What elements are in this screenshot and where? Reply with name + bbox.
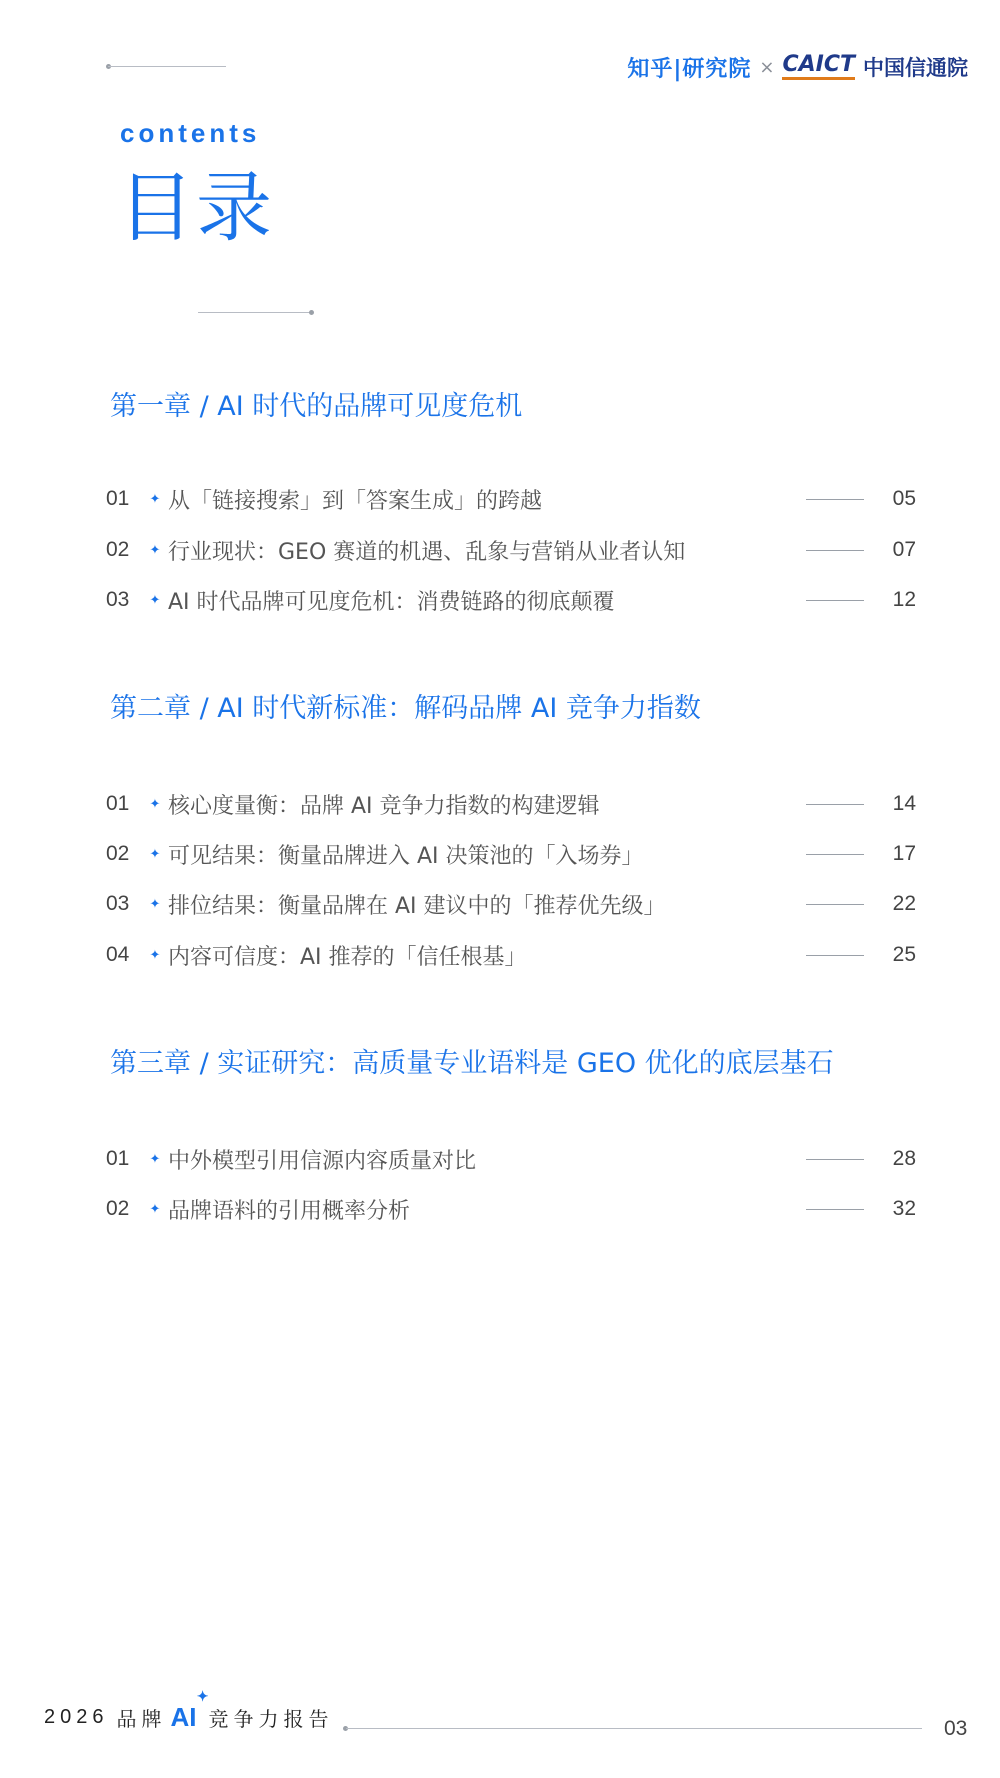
leader-line (806, 1209, 864, 1210)
header-rule (108, 66, 226, 67)
toc-entry[interactable] (106, 1142, 916, 1176)
report-footer-title (44, 1688, 334, 1733)
chapter-title[interactable]: 第二章 / AI 时代新标准：解码品牌 AI 竞争力指数 (110, 693, 701, 724)
entry-title: AI 时代品牌可见度危机：消费链路的彻底颠覆 (168, 589, 615, 615)
entry-title: 核心度量衡：品牌 AI 竞争力指数的构建逻辑 (168, 793, 600, 819)
toc-entry[interactable] (106, 887, 916, 921)
sparkle-icon: ✦ (149, 947, 161, 963)
sparkle-icon: ✦ (149, 896, 161, 912)
chapter-title[interactable]: 第一章 / AI 时代的品牌可见度危机 (110, 391, 523, 422)
caict-cn-logo: 中国信通院 (863, 56, 968, 80)
leader-line (806, 955, 864, 956)
partner-logos (627, 52, 968, 82)
entry-number: 03 (106, 892, 130, 915)
title-rule (198, 312, 310, 313)
footer-ai-text: AI (170, 1702, 197, 1732)
sparkle-icon: ✦ (196, 1688, 209, 1704)
entry-page: 17 (892, 842, 916, 865)
footer-ai-mark (170, 1688, 209, 1733)
entry-title: 行业现状：GEO 赛道的机遇、乱象与营销从业者认知 (168, 539, 686, 565)
entry-title: 品牌语料的引用概率分析 (168, 1198, 411, 1224)
leader-line (806, 854, 864, 855)
toc-entry[interactable] (106, 482, 916, 516)
entry-number: 01 (106, 1147, 130, 1170)
entry-title: 从「链接搜索」到「答案生成」的跨越 (168, 488, 543, 514)
entry-title: 内容可信度：AI 推荐的「信任根基」 (168, 944, 527, 970)
leader-line (806, 550, 864, 551)
entry-number: 02 (106, 842, 130, 865)
chapter-title[interactable]: 第三章 / 实证研究：高质量专业语料是 GEO 优化的底层基石 (110, 1048, 834, 1079)
leader-line (806, 804, 864, 805)
toc-entry[interactable] (106, 583, 916, 617)
entry-title: 排位结果：衡量品牌在 AI 建议中的「推荐优先级」 (168, 893, 666, 919)
sparkle-icon: ✦ (149, 1151, 161, 1167)
leader-line (806, 600, 864, 601)
entry-page: 05 (892, 487, 916, 510)
toc-entry[interactable] (106, 837, 916, 871)
toc-entry[interactable] (106, 938, 916, 972)
logo-separator: × (759, 56, 775, 78)
sparkle-icon: ✦ (149, 542, 161, 558)
page-number: 03 (944, 1717, 968, 1740)
contents-label: contents (120, 118, 261, 148)
toc-entry[interactable] (106, 533, 916, 567)
entry-page: 07 (892, 538, 916, 561)
entry-title: 中外模型引用信源内容质量对比 (168, 1148, 477, 1174)
entry-page: 32 (892, 1197, 916, 1220)
entry-page: 25 (892, 943, 916, 966)
sparkle-icon: ✦ (149, 846, 161, 862)
entry-title: 可见结果：衡量品牌进入 AI 决策池的「入场券」 (168, 843, 644, 869)
sparkle-icon: ✦ (149, 1201, 161, 1217)
zhihu-research-logo: 知乎|研究院 (627, 56, 752, 82)
entry-number: 02 (106, 538, 130, 561)
sparkle-icon: ✦ (149, 796, 161, 812)
page-title: 目录 (118, 163, 274, 252)
footer-brand: 品牌 (116, 1707, 167, 1731)
footer-report-name: 竞争力报告 (208, 1707, 334, 1731)
sparkle-icon: ✦ (149, 592, 161, 608)
entry-number: 04 (106, 943, 130, 966)
entry-page: 12 (892, 588, 916, 611)
entry-page: 28 (892, 1147, 916, 1170)
sparkle-icon: ✦ (149, 491, 161, 507)
title-rule-dot (309, 310, 314, 315)
entry-number: 01 (106, 792, 130, 815)
footer-year: 2026 (44, 1706, 109, 1728)
entry-page: 22 (892, 892, 916, 915)
footer-rule (346, 1728, 922, 1729)
caict-logo: CAICT (782, 54, 855, 80)
entry-number: 03 (106, 588, 130, 611)
toc-entry[interactable] (106, 787, 916, 821)
entry-number: 02 (106, 1197, 130, 1220)
leader-line (806, 904, 864, 905)
toc-entry[interactable] (106, 1192, 916, 1226)
entry-number: 01 (106, 487, 130, 510)
leader-line (806, 499, 864, 500)
leader-line (806, 1159, 864, 1160)
entry-page: 14 (892, 792, 916, 815)
